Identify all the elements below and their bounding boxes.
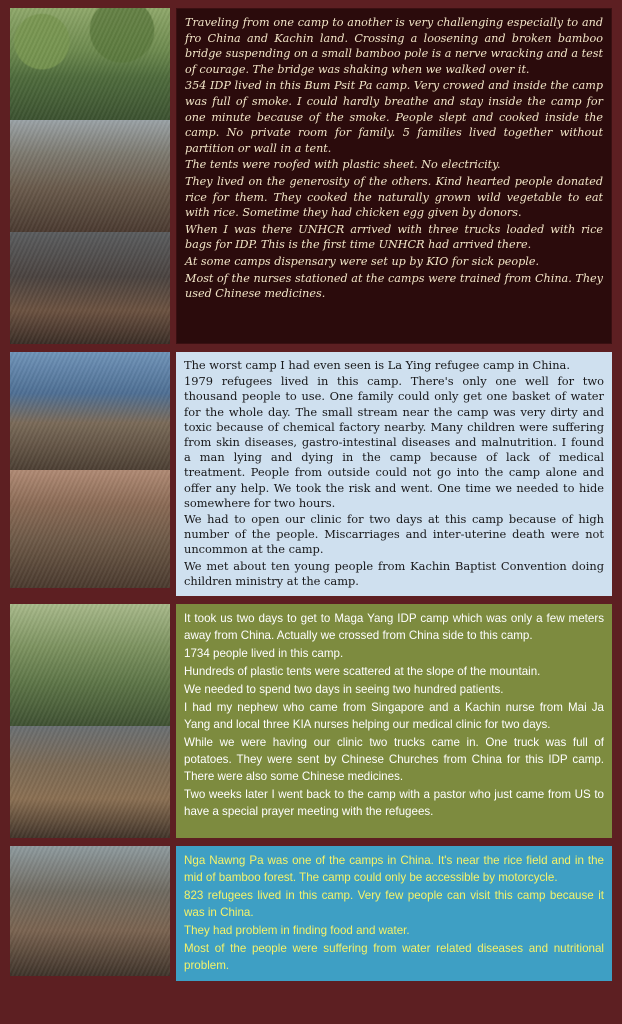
report-section-nga-nawng-pa bbox=[10, 846, 612, 981]
paragraph: We needed to spend two days in seeing two hundred patients. bbox=[184, 683, 504, 697]
photo-inside-tent bbox=[10, 232, 170, 344]
paragraph: Most of the people were suffering from water related diseases and nutritional problem. bbox=[184, 942, 604, 973]
paragraph: We met about ten young people from Kachin Baptist Convention doing children ministry at the camp. bbox=[184, 558, 604, 588]
report-section-la-ying bbox=[10, 352, 612, 596]
photo-column bbox=[10, 846, 170, 981]
photo-camp-gathering-shelter bbox=[10, 470, 170, 588]
paragraph: The tents were roofed with plastic sheet. No electricity. bbox=[185, 158, 501, 172]
paragraph: When I was there UNHCR arrived with three trucks loaded with rice bags for IDP. This is the first time UNHCR had arrived there. bbox=[185, 222, 603, 252]
paragraph: It took us two days to get to Maga Yang IDP camp which was only a few meters away from China. Actually we crossed from China side to this camp. bbox=[184, 612, 604, 643]
paragraph: 823 refugees lived in this camp. Very few people can visit this camp because it was in China. bbox=[184, 889, 604, 920]
photo-column bbox=[10, 352, 170, 596]
section-text-block bbox=[176, 352, 612, 596]
photo-bamboo-bridge-forest bbox=[10, 8, 170, 120]
paragraph: They lived on the generosity of the others. Kind hearted people donated rice for them. They cooked the naturally grown wild vegetable to eat with rice. Sometime they had chicken egg given by donors. bbox=[185, 174, 603, 220]
section-text-block bbox=[176, 846, 612, 981]
paragraph: They had problem in finding food and water. bbox=[184, 924, 410, 938]
paragraph: Most of the nurses stationed at the camps were trained from China. They used Chinese medicines. bbox=[185, 271, 603, 301]
paragraph: Nga Nawng Pa was one of the camps in China. It's near the rice field and in the mid of bamboo forest. The camp could only be accessible by motorcycle. bbox=[184, 854, 604, 885]
photo-nga-nawng-pa-camp-people bbox=[10, 846, 170, 976]
photo-la-ying-camp-blue-tarps bbox=[10, 352, 170, 470]
photo-column bbox=[10, 8, 170, 344]
paragraph: While we were having our clinic two trucks came in. One truck was full of potatoes. They were sent by Chinese Churches from China for this IDP camp. There were also some Chinese medicines. bbox=[184, 736, 604, 784]
paragraph: We had to open our clinic for two days at this camp because of high number of the people. Miscarriages and inter-uterine death were not uncommon at the camp. bbox=[184, 512, 604, 557]
report-section-maga-yang bbox=[10, 604, 612, 838]
paragraph: 1734 people lived in this camp. bbox=[184, 647, 344, 661]
section-text-block bbox=[176, 604, 612, 838]
paragraph: Hundreds of plastic tents were scattered at the slope of the mountain. bbox=[184, 665, 541, 679]
paragraph: 1979 refugees lived in this camp. There's only one well for two thousand people to use. One family could only get one basket of water for the whole day. The small stream near the camp was very dirty and toxic because of chemical factory nearby. Many children were suffering from skin diseases, gastro-intestinal diseases and malnutrition. I found a man lying and dying in the camp because of lack of medical treatment. People from outside could not go into the camp alone and offer any help. We took the risk and went. One time we needed to hide somewhere for two hours. bbox=[184, 374, 604, 510]
paragraph: Two weeks later I went back to the camp with a pastor who just came from US to have a special prayer meeting with the refugees. bbox=[184, 788, 604, 819]
paragraph: I had my nephew who came from Singapore and a Kachin nurse from Mai Ja Yang and local three KIA nurses helping our medical clinic for two days. bbox=[184, 701, 604, 732]
photo-camp-pathway bbox=[10, 120, 170, 232]
paragraph: At some camps dispensary were set up by KIO for sick people. bbox=[185, 254, 540, 268]
paragraph: The worst camp I had even seen is La Ying refugee camp in China. bbox=[184, 358, 570, 372]
paragraph: Traveling from one camp to another is very challenging especially to and fro China and Kachin land. Crossing a loosening and broken bamboo bridge suspending on a small bamboo pole is a nerve wracking and a test of courage. The bridge was shaking when we walked over it. bbox=[185, 16, 603, 76]
section-text-block bbox=[176, 8, 612, 344]
photo-column bbox=[10, 604, 170, 838]
photo-medical-clinic-team bbox=[10, 726, 170, 838]
photo-mountain-slope-tents bbox=[10, 604, 170, 726]
paragraph: 354 IDP lived in this Bum Psit Pa camp. Very crowed and inside the camp was full of smoke. I could hardly breathe and stay inside the camp for one minute because of the smoke. People slept and cooked inside the camp. No private room for family. 5 families lived together without partition or wall in a tent. bbox=[185, 79, 603, 155]
report-section-bum-psit-pa bbox=[10, 8, 612, 344]
